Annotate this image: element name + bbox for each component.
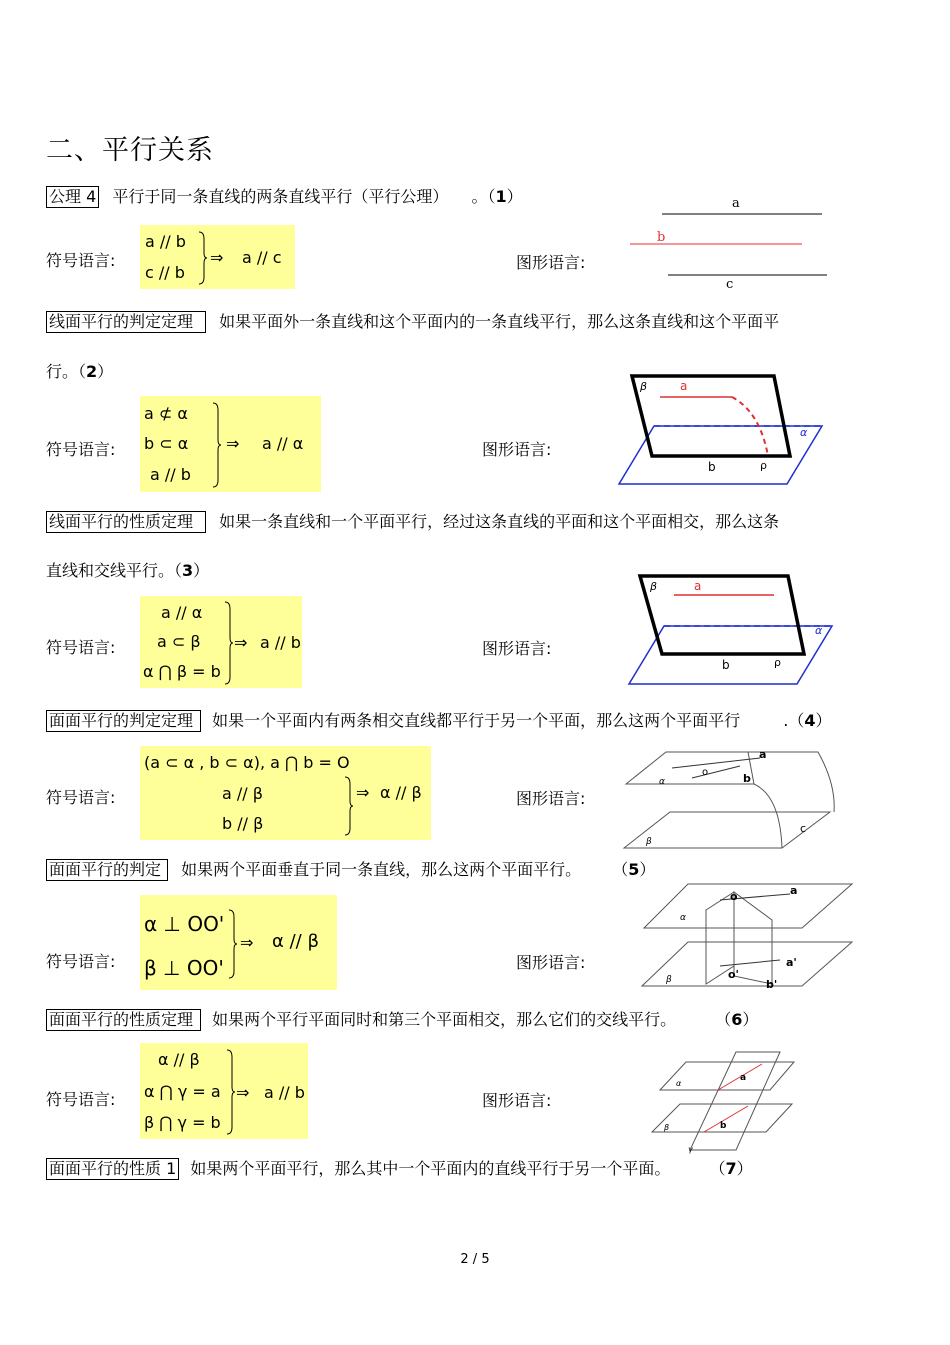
symbol-label-3: 符号语言: [46, 638, 116, 657]
fig-5-label-o-prime: o' [728, 968, 739, 981]
figure-1-parallel-lines [620, 190, 840, 290]
theorem-1-text: 平行于同一条直线的两条直线平行（平行公理） [112, 187, 449, 206]
theorem-1-number: 1 [495, 187, 507, 206]
sym-2-brace [212, 402, 222, 488]
fig-4-label-a: a [759, 748, 767, 761]
theorem-5-number: 5 [628, 860, 640, 879]
fig-3-label-alpha: α [815, 624, 823, 637]
fig-5-label-beta: β [666, 975, 672, 985]
symbol-label-2: 符号语言: [46, 440, 116, 459]
sym-1-line-1: a // b [145, 232, 186, 251]
theorem-3-text: 如果一条直线和一个平面平行，经过这条直线的平面和这个平面相交，那么这条 [219, 512, 780, 531]
figure-label-4: 图形语言: [516, 789, 586, 808]
figure-label-3: 图形语言: [482, 639, 552, 658]
sym-2-line-1: a ⊄ α [144, 404, 188, 423]
figure-5-perpendicular-planes [640, 880, 860, 992]
sym-2-line-2: b ⊂ α [144, 434, 189, 453]
fig-2-label-rho: ρ [760, 459, 767, 472]
sym-4-implies: ⇒ [356, 783, 370, 802]
figure-label-1: 图形语言: [516, 253, 586, 272]
figure-label-6: 图形语言: [482, 1091, 552, 1110]
theorem-3-text-2: 直线和交线平行。（ [46, 561, 183, 580]
fig-3-label-rho: ρ [774, 656, 781, 669]
sym-6-line-2: α ⋂ γ = a [144, 1082, 221, 1101]
sym-6-line-3: β ⋂ γ = b [144, 1113, 221, 1132]
theorem-2-line [46, 309, 779, 333]
fig-6-label-a: a [740, 1073, 747, 1083]
theorem-2-number: 2 [86, 362, 98, 381]
sym-4-line-1: (a ⊂ α , b ⊂ α), a ⋂ b = O [144, 753, 350, 772]
symbol-label-5: 符号语言: [46, 952, 116, 971]
theorem-3-line [46, 509, 779, 533]
sym-1-result: a // c [242, 248, 282, 267]
sym-2-line-3: a // b [150, 465, 191, 484]
theorem-5-close: ） [639, 860, 656, 879]
theorem-7-text: 如果两个平面平行，那么其中一个平面内的直线平行于另一个平面。 [190, 1159, 671, 1178]
theorem-6-text: 如果两个平行平面同时和第三个平面相交，那么它们的交线平行。 [212, 1010, 677, 1029]
sym-6-brace [226, 1049, 236, 1135]
symbol-box-6 [140, 1043, 308, 1139]
sym-3-result: a // b [260, 633, 301, 652]
figure-4-plane-plane [622, 744, 842, 854]
sym-5-line-2: β ⊥ OO' [144, 956, 224, 980]
fig-3-label-b: b [722, 658, 730, 672]
theorem-3-line-2 [46, 558, 209, 581]
sym-1-implies: ⇒ [210, 248, 224, 267]
theorem-1-close: ） [506, 187, 523, 206]
symbol-box-5 [140, 895, 337, 990]
figure-3-line-plane [622, 570, 842, 690]
theorem-6-box: 面面平行的性质定理 [46, 1009, 201, 1031]
figure-label-5: 图形语言: [516, 953, 586, 972]
theorem-2-text: 如果平面外一条直线和这个平面内的一条直线平行，那么这条直线和这个平面平 [219, 312, 780, 331]
theorem-4-box: 面面平行的判定定理 [46, 710, 201, 732]
fig-5-label-a: a [790, 884, 798, 897]
theorem-5-text: 如果两个平面垂直于同一条直线，那么这两个平面平行。 [181, 860, 582, 879]
symbol-label-6: 符号语言: [46, 1090, 116, 1109]
theorem-1-tail: 。（ [471, 187, 496, 206]
theorem-7-box: 面面平行的性质 1 [46, 1158, 179, 1180]
symbol-box-1 [140, 225, 295, 289]
fig-3-label-beta: β [650, 580, 658, 593]
fig-4-label-alpha: α [659, 777, 665, 787]
sym-3-implies: ⇒ [234, 633, 248, 652]
section-title: 二、平行关系 [46, 135, 214, 166]
fig-1-label-a: a [732, 196, 740, 211]
theorem-6-tail: （ [715, 1010, 732, 1029]
fig-2-label-b: b [708, 460, 716, 474]
sym-4-result: α // β [380, 783, 422, 802]
sym-4-brace [344, 776, 354, 836]
fig-4-label-beta: β [646, 837, 652, 847]
fig-3-label-a: a [694, 579, 702, 593]
theorem-2-text-2: 行。（ [46, 362, 87, 381]
sym-6-implies: ⇒ [236, 1083, 250, 1102]
sym-3-line-2: a ⊂ β [157, 632, 201, 651]
fig-6-label-beta: β [664, 1123, 670, 1132]
fig-6-label-b: b [720, 1121, 727, 1131]
sym-5-result: α // β [272, 931, 319, 952]
sym-4-line-3: b // β [222, 814, 264, 833]
fig-5-label-b-prime: b' [766, 978, 778, 991]
theorem-1-box: 公理 4 [46, 186, 99, 208]
theorem-5-box: 面面平行的判定 [46, 859, 168, 881]
symbol-label-4: 符号语言: [46, 788, 116, 807]
sym-1-line-2: c // b [145, 263, 185, 282]
theorem-4-close: ） [815, 711, 832, 730]
sym-3-brace [224, 601, 234, 685]
fig-5-label-a-prime: a' [786, 956, 797, 969]
theorem-5-tail: （ [612, 860, 629, 879]
theorem-5-line [46, 857, 655, 881]
theorem-4-text: 如果一个平面内有两条相交直线都平行于另一个平面，那么这两个平面平行 [212, 711, 741, 730]
theorem-2-close: ） [97, 362, 114, 381]
symbol-box-3 [140, 596, 302, 688]
theorem-2-box: 线面平行的判定定理 [46, 311, 206, 333]
theorem-4-number: 4 [804, 711, 816, 730]
theorem-2-line-2 [46, 359, 113, 382]
symbol-box-2 [140, 396, 321, 492]
figure-label-2: 图形语言: [482, 440, 552, 459]
theorem-6-line [46, 1007, 758, 1031]
fig-1-label-c: c [726, 277, 734, 292]
theorem-7-close: ） [736, 1159, 753, 1178]
theorem-6-number: 6 [731, 1010, 743, 1029]
theorem-3-number: 3 [182, 561, 194, 580]
sym-3-line-3: α ⋂ β = b [143, 662, 221, 681]
fig-1-label-b: b [657, 230, 666, 245]
figure-2-line-plane [612, 370, 832, 490]
fig-4-label-b: b [743, 772, 751, 785]
fig-5-label-o: o [730, 890, 738, 903]
sym-5-line-1: α ⊥ OO' [144, 912, 225, 936]
fig-2-label-alpha: α [800, 426, 808, 439]
fig-4-label-c: c [800, 822, 807, 835]
sym-5-implies: ⇒ [240, 933, 254, 952]
theorem-7-number: 7 [725, 1159, 737, 1178]
theorem-4-tail: .（ [783, 711, 805, 730]
figure-6-three-planes [640, 1050, 800, 1160]
theorem-7-line [46, 1156, 753, 1180]
symbol-label-1: 符号语言: [46, 251, 116, 270]
sym-1-brace [198, 231, 208, 285]
sym-5-brace [228, 909, 238, 979]
fig-2-label-beta: β [640, 380, 648, 393]
sym-3-line-1: a // α [161, 603, 203, 622]
theorem-3-box: 线面平行的性质定理 [46, 511, 206, 533]
fig-6-label-gamma: γ [688, 1145, 693, 1154]
theorem-1-line [46, 184, 523, 208]
theorem-4-line [46, 708, 831, 732]
page-number: 2 / 5 [460, 1252, 490, 1267]
fig-4-label-o: o [702, 767, 709, 778]
sym-6-result: a // b [264, 1083, 305, 1102]
sym-4-line-2: a // β [222, 784, 263, 803]
fig-5-label-alpha: α [680, 913, 686, 923]
theorem-7-tail: （ [709, 1159, 726, 1178]
theorem-6-close: ） [742, 1010, 759, 1029]
symbol-box-4 [140, 746, 431, 840]
sym-2-implies: ⇒ [226, 434, 240, 453]
fig-2-label-a: a [680, 379, 688, 393]
theorem-3-close: ） [193, 561, 210, 580]
fig-6-label-alpha: α [676, 1079, 682, 1088]
sym-2-result: a // α [262, 434, 304, 453]
sym-6-line-1: α // β [158, 1050, 200, 1069]
